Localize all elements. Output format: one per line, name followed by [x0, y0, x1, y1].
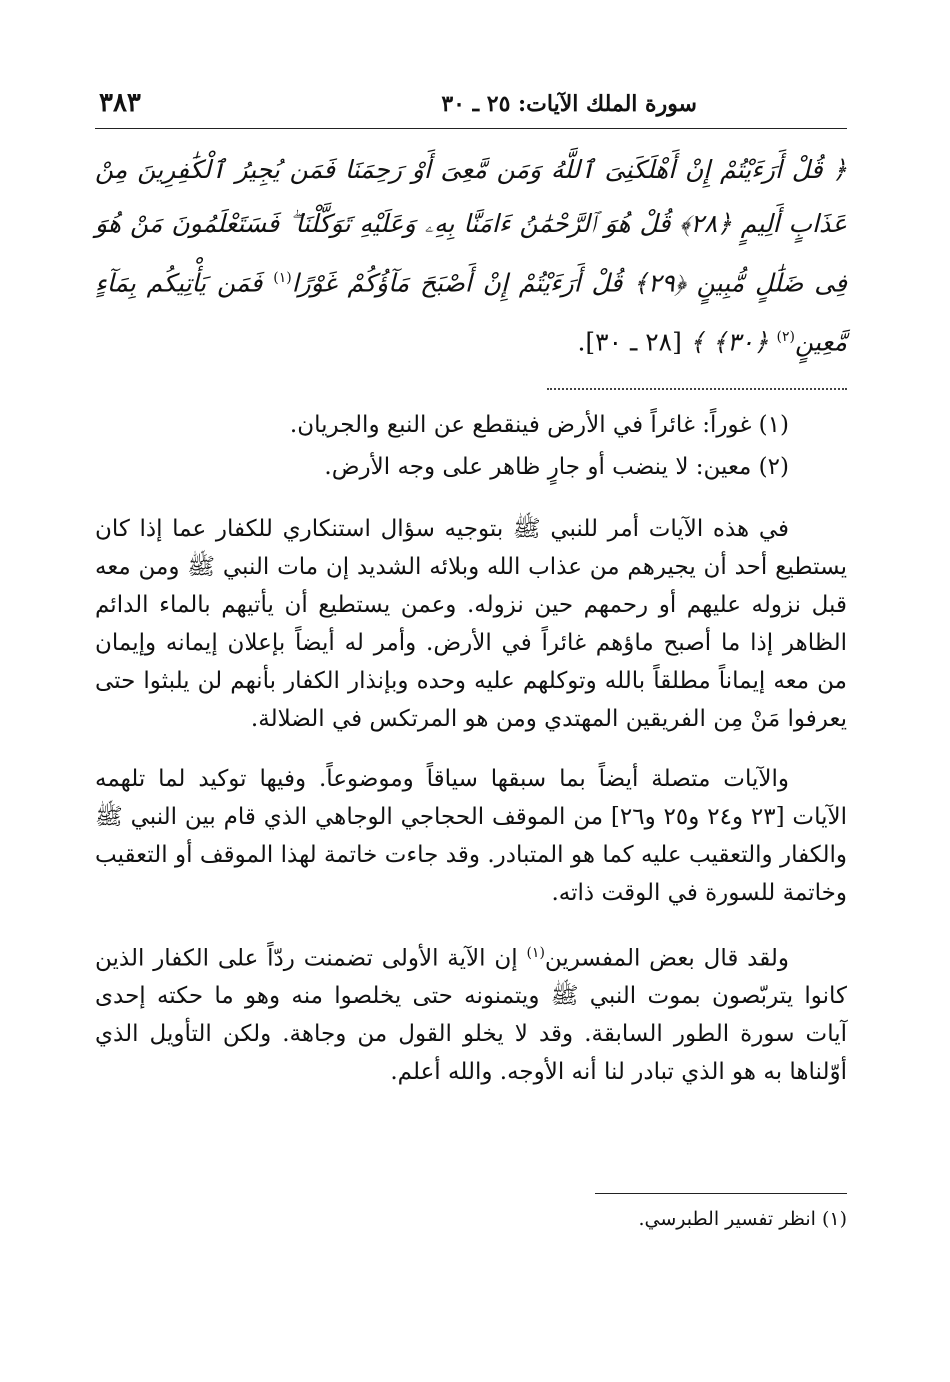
word-notes — [95, 404, 847, 488]
chapter-title: سورة الملك الآيات: ٢٥ ـ ٣٠ — [441, 91, 697, 117]
page-number: ٣٨٣ — [99, 88, 141, 118]
verse-text-2: فَمَن يَأْتِيكُم بِمَآءٍ مَّعِينٍ — [95, 268, 847, 357]
footnote-divider — [595, 1193, 847, 1194]
commentary-paragraph: والآيات متصلة أيضاً بما سبقها سياقاً وموضوعاً. وفيها توكيد لما تلهمه الآيات [٢٣ و٢٤ و٢٥ و٢٦] من الموقف الحجاجي الوجاهي الذي قام بين النبي ﷺ والكفار والتعقيب عليه كما هو المتبادر. وقد جاءت خاتمة لهذا الموقف أو التعقيب وخاتمة للسورة في الوقت ذاته. — [95, 765, 847, 906]
verse-footnote-mark-1: (١) — [273, 270, 292, 286]
dotted-separator — [547, 388, 847, 390]
paragraph-text: ولقد قال بعض المفسرين — [544, 945, 789, 972]
commentary-paragraph: في هذه الآيات أمر للنبي ﷺ بتوجيه سؤال استنكاري للكفار عما إذا كان يستطيع أحد أن يجيرهم من عذاب الله وبلائه الشديد إن مات النبي ﷺ ومن معه قبل نزوله عليهم أو رحمهم حين نزوله. وعمن يستطيع أن يأتيهم بالماء الدائم الظاهر إذا ما أصبح ماؤهم غائراً في الأرض. وأمر له أيضاً بإعلان إيمانه وإيمان من معه إيماناً مطلقاً بالله وتوكلهم عليه وحده وبإنذار الكفار بأنهم لن يلبثوا حتى يعرفوا مَنْ مِن الفريقين المهتدي ومن هو المرتكس في الضلالة. — [95, 515, 847, 732]
book-page — [95, 88, 847, 1091]
footnote-mark: (١) — [526, 944, 545, 961]
running-header — [95, 88, 847, 129]
quran-verses — [95, 143, 847, 370]
verse-reference: [٢٨ ـ ٣٠]. — [577, 327, 690, 357]
paragraph-text: إن الآية الأولى تضمنت ردّاً على الكفار الذين كانوا يتربّصون بموت النبي ﷺ ويتمنونه حتى يخلصوا منه وهو ما حكته إحدى آيات سورة الطور السابقة. وقد لا يخلو القول من وجاهة. ولكن التأويل الذي أوّلناها به هو الذي تبادر لنا أنه الأوجه. والله أعلم. — [95, 945, 847, 1086]
commentary-paragraph — [95, 934, 847, 1092]
word-note: (٢) معين: لا ينضب أو جارٍ ظاهر على وجه الأرض. — [324, 453, 789, 480]
verse-footnote-mark-2: (٢) — [776, 329, 795, 346]
footnote: (١) انظر تفسير الطبرسي. — [638, 1208, 847, 1230]
word-note: (١) غوراً: غائراً في الأرض فينقطع عن النبع والجريان. — [289, 411, 789, 438]
verse-end: ﴿٣٠﴾ ﴾ — [689, 327, 777, 357]
verse-text: ﴿ قُلْ أَرَءَيْتُمْ إِنْ أَهْلَكَنِىَ ٱللَّهُ وَمَن مَّعِىَ أَوْ رَحِمَنَا فَمَن يُجِيرُ ٱلْكَٰفِرِينَ مِنْ عَذَابٍ أَلِيمٍ ﴿٢٨﴾ قُلْ هُوَ ٱلرَّحْمَٰنُ ءَامَنَّا بِهِۦ وَعَلَيْهِ تَوَكَّلْنَا ۖ فَسَتَعْلَمُونَ مَنْ هُوَ فِى ضَلَٰلٍ مُّبِينٍ ﴿٢٩﴾ قُلْ أَرَءَيْتُمْ إِنْ أَصْبَحَ مَآؤُكُمْ غَوْرًا — [95, 155, 847, 298]
